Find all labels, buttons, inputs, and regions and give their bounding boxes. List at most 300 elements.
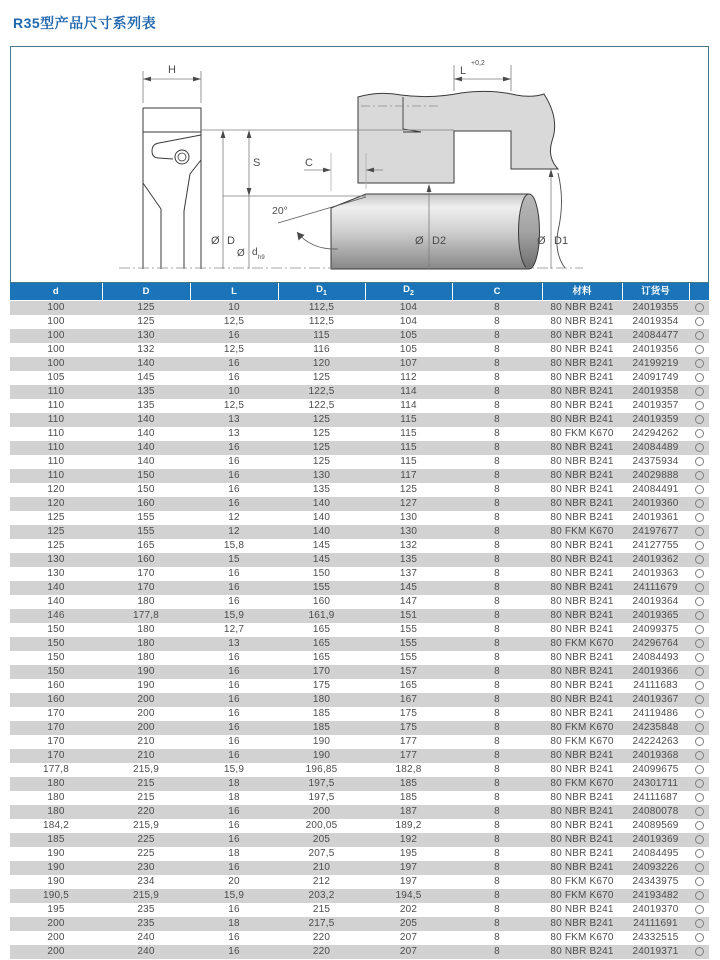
cell-D1: 140 (312, 511, 331, 523)
row-select-circle-icon[interactable] (695, 835, 704, 844)
shaft-section (331, 194, 540, 269)
cell-C: 8 (494, 399, 500, 411)
cell-d: 125 (47, 539, 65, 551)
row-select-circle-icon[interactable] (695, 919, 704, 928)
cell-D1: 207,5 (308, 847, 335, 859)
cell-select (689, 385, 709, 399)
dim-label-h: H (168, 64, 176, 76)
cell-D2: 112 (400, 371, 417, 383)
cell-material: 80 NBR B241 (550, 651, 614, 663)
cell-d: 105 (47, 371, 65, 383)
cell-L: 12,5 (223, 315, 245, 327)
cell-order-no: 24080078 (622, 805, 689, 819)
row-select-circle-icon[interactable] (695, 639, 704, 648)
row-select-circle-icon[interactable] (695, 303, 704, 312)
cell-D2: 125 (399, 483, 418, 495)
cell-select (689, 399, 709, 413)
cell-L: 16 (190, 581, 278, 595)
cell-L: 15,9 (190, 609, 278, 623)
cell-D2: 177 (365, 749, 452, 763)
cell-D2: 185 (365, 777, 452, 791)
technical-drawing-panel (10, 46, 709, 283)
column-header-D1: $D_1$ (278, 283, 365, 300)
cell-select (689, 623, 709, 637)
cell-order-no: 24301711 (622, 777, 689, 791)
cell-select (689, 721, 709, 735)
cell-D: 215,9 (132, 819, 160, 831)
column-header-d: d (10, 283, 102, 300)
row-select-circle-icon[interactable] (695, 317, 704, 326)
dimension-table (10, 283, 709, 959)
seal-profile (143, 108, 201, 269)
cell-C: 8 (452, 861, 542, 875)
table-row (10, 693, 709, 707)
cell-D2: 107 (365, 357, 452, 371)
row-select-circle-icon[interactable] (695, 751, 704, 760)
row-select-circle-icon[interactable] (695, 709, 704, 718)
cell-material: 80 NBR B241 (542, 357, 622, 371)
cell-select (689, 763, 709, 777)
cell-C: 8 (452, 357, 542, 371)
cell-L: 15,9 (190, 889, 278, 903)
cell-d: 150 (10, 637, 102, 651)
cell-order-no: 24084495 (632, 847, 679, 859)
cell-order-no: 24019365 (622, 609, 689, 623)
cell-L: 15 (190, 553, 278, 567)
table-row (10, 357, 709, 371)
cell-select (689, 511, 709, 525)
cell-order-no: 24375934 (632, 455, 679, 467)
cell-d: 200 (10, 917, 102, 931)
dim-label-dia-D: Ø D (211, 235, 235, 247)
cell-d: 100 (10, 329, 102, 343)
cell-select (689, 567, 709, 581)
cell-select (689, 455, 709, 469)
cell-order-no: 24019358 (622, 385, 689, 399)
cell-D: 200 (137, 707, 155, 719)
cell-order-no: 24111683 (633, 679, 678, 691)
cell-L: 16 (228, 483, 240, 495)
table-row (10, 315, 709, 329)
cell-C: 8 (494, 427, 500, 439)
row-select-circle-icon[interactable] (695, 569, 704, 578)
cell-D1: 210 (278, 861, 365, 875)
table-row (10, 651, 709, 665)
row-select-circle-icon[interactable] (695, 737, 704, 746)
row-select-circle-icon[interactable] (695, 331, 704, 340)
cell-material: 80 NBR B241 (550, 455, 614, 467)
row-select-circle-icon[interactable] (695, 527, 704, 536)
cell-L: 16 (190, 833, 278, 847)
cell-order-no: 24084493 (632, 651, 679, 663)
cell-material: 80 NBR B241 (542, 497, 622, 511)
cell-C: 8 (452, 497, 542, 511)
cell-order-no: 24332515 (632, 931, 679, 943)
cell-D1: 197,5 (278, 777, 365, 791)
cell-C: 8 (494, 623, 500, 635)
row-select-circle-icon[interactable] (695, 597, 704, 606)
cell-D: 125 (137, 315, 155, 327)
cell-order-no: 24084489 (622, 441, 689, 455)
cell-d: 110 (47, 455, 65, 467)
cell-C: 8 (494, 539, 500, 551)
cell-D2: 185 (399, 791, 418, 803)
cell-D1: 212 (312, 875, 331, 887)
row-select-circle-icon[interactable] (695, 415, 704, 424)
cell-D1: 125 (278, 441, 365, 455)
row-select-circle-icon[interactable] (695, 499, 704, 508)
row-select-circle-icon[interactable] (695, 513, 704, 522)
cell-D: 200 (102, 693, 190, 707)
cell-C: 8 (452, 721, 542, 735)
row-select-circle-icon[interactable] (695, 765, 704, 774)
cell-D2: 197 (365, 861, 452, 875)
cell-select (689, 315, 709, 329)
cell-select (689, 637, 709, 651)
table-row (10, 329, 709, 343)
row-select-circle-icon[interactable] (695, 947, 704, 956)
cell-select (689, 581, 709, 595)
row-select-circle-icon[interactable] (695, 387, 704, 396)
cell-D1: 115 (278, 329, 365, 343)
cell-C: 8 (494, 595, 500, 607)
cell-material: 80 NBR B241 (542, 749, 622, 763)
cell-C: 8 (494, 511, 500, 523)
cell-d: 170 (10, 749, 102, 763)
cell-D2: 132 (399, 539, 418, 551)
row-select-circle-icon[interactable] (695, 555, 704, 564)
row-select-circle-icon[interactable] (695, 541, 704, 550)
cell-order-no: 24029888 (622, 469, 689, 483)
table-row (10, 455, 709, 469)
cell-L: 13 (228, 427, 240, 439)
cell-D: 150 (102, 469, 190, 483)
cell-select (689, 343, 709, 357)
cell-D1: 125 (312, 427, 331, 439)
cell-d: 184,2 (42, 819, 70, 831)
cell-material: 80 NBR B241 (550, 903, 614, 915)
cell-D2: 207 (399, 931, 418, 943)
cell-D: 160 (102, 497, 190, 511)
cell-material: 80 NBR B241 (542, 413, 622, 427)
cell-select (689, 441, 709, 455)
cell-material: 80 FKM K670 (542, 721, 622, 735)
cell-L: 16 (190, 357, 278, 371)
cell-D2: 165 (399, 679, 418, 691)
cell-d: 146 (10, 609, 102, 623)
cell-C: 8 (452, 889, 542, 903)
cell-D1: 122,5 (308, 399, 335, 411)
cell-material: 80 FKM K670 (542, 525, 622, 539)
row-select-circle-icon[interactable] (695, 625, 704, 634)
cell-D: 160 (102, 553, 190, 567)
cell-D1: 140 (278, 525, 365, 539)
row-select-circle-icon[interactable] (695, 667, 704, 676)
cell-C: 8 (452, 385, 542, 399)
cell-select (689, 357, 709, 371)
cell-material: 80 NBR B241 (550, 707, 614, 719)
cell-D1: 165 (312, 623, 331, 635)
cell-d: 150 (47, 651, 65, 663)
cell-select (689, 665, 709, 679)
cell-material: 80 NBR B241 (550, 819, 614, 831)
cell-L: 16 (190, 945, 278, 959)
row-select-circle-icon[interactable] (695, 373, 704, 382)
table-row (10, 833, 709, 847)
cell-L: 16 (190, 749, 278, 763)
row-select-circle-icon[interactable] (695, 401, 704, 410)
table-row (10, 371, 709, 385)
cell-D2: 137 (399, 567, 418, 579)
cell-order-no: 24019371 (622, 945, 689, 959)
cell-order-no: 24019355 (622, 300, 689, 315)
table-row (10, 497, 709, 511)
row-select-circle-icon[interactable] (695, 695, 704, 704)
row-select-circle-icon[interactable] (695, 821, 704, 830)
table-row (10, 931, 709, 945)
column-header-order-no: 订货号 (622, 283, 689, 300)
cell-D: 130 (102, 329, 190, 343)
cell-material: 80 NBR B241 (542, 553, 622, 567)
table-row (10, 819, 709, 833)
cell-select (689, 651, 709, 665)
cell-d: 180 (10, 777, 102, 791)
cell-L: 12,5 (223, 399, 245, 411)
cell-order-no: 24019368 (622, 749, 689, 763)
table-row (10, 665, 709, 679)
cell-material: 80 FKM K670 (550, 735, 614, 747)
cell-select (689, 525, 709, 539)
cell-D2: 202 (399, 903, 418, 915)
cell-D1: 185 (312, 707, 331, 719)
row-select-circle-icon[interactable] (695, 457, 704, 466)
cell-D: 140 (102, 441, 190, 455)
cell-C: 8 (452, 917, 542, 931)
cell-C: 8 (452, 300, 542, 315)
row-select-circle-icon[interactable] (695, 653, 704, 662)
row-select-circle-icon[interactable] (695, 611, 704, 620)
cell-D1: 135 (312, 483, 331, 495)
cell-d: 140 (10, 581, 102, 595)
cell-D1: 150 (312, 567, 331, 579)
table-header (10, 283, 709, 300)
row-select-circle-icon[interactable] (695, 443, 704, 452)
cell-order-no: 24091749 (632, 371, 679, 383)
cell-D2: 157 (365, 665, 452, 679)
cell-select (689, 497, 709, 511)
cell-D: 240 (137, 931, 155, 943)
cell-D2: 182,8 (395, 763, 422, 775)
cell-L: 16 (190, 329, 278, 343)
cell-material: 80 NBR B241 (542, 833, 622, 847)
cell-D2: 175 (399, 707, 418, 719)
cell-material: 80 NBR B241 (542, 329, 622, 343)
cell-D1: 215 (312, 903, 331, 915)
cell-order-no: 24199219 (622, 357, 689, 371)
cell-D1: 125 (312, 371, 331, 383)
cell-d: 150 (47, 623, 65, 635)
row-select-circle-icon[interactable] (695, 485, 704, 494)
cell-D1: 130 (278, 469, 365, 483)
cell-D2: 105 (365, 329, 452, 343)
cell-D1: 185 (278, 721, 365, 735)
cell-d: 110 (10, 385, 102, 399)
row-select-circle-icon[interactable] (695, 933, 704, 942)
cell-L: 16 (190, 497, 278, 511)
row-select-circle-icon[interactable] (695, 779, 704, 788)
cell-C: 8 (452, 329, 542, 343)
cell-select (689, 609, 709, 623)
row-select-circle-icon[interactable] (695, 723, 704, 732)
cell-D1: 145 (312, 539, 331, 551)
cell-order-no: 24235848 (622, 721, 689, 735)
cell-order-no: 24111687 (633, 791, 678, 803)
row-select-circle-icon[interactable] (695, 345, 704, 354)
cell-D: 170 (102, 581, 190, 595)
row-select-circle-icon[interactable] (695, 583, 704, 592)
cell-D: 220 (102, 805, 190, 819)
cell-D: 210 (102, 749, 190, 763)
row-select-circle-icon[interactable] (695, 863, 704, 872)
cell-D2: 130 (399, 511, 418, 523)
column-header-C: C (452, 283, 542, 300)
row-select-circle-icon[interactable] (695, 905, 704, 914)
cell-select (689, 693, 709, 707)
cell-L: 13 (190, 413, 278, 427)
cell-D1: 200 (278, 805, 365, 819)
cell-d: 190,5 (10, 889, 102, 903)
cell-C: 8 (452, 553, 542, 567)
cell-C: 8 (452, 441, 542, 455)
cell-d: 160 (47, 679, 65, 691)
cell-D2: 130 (365, 525, 452, 539)
cell-D1: 116 (313, 343, 330, 355)
cell-D1: 220 (278, 945, 365, 959)
row-select-circle-icon[interactable] (695, 681, 704, 690)
cell-C: 8 (452, 665, 542, 679)
row-select-circle-icon[interactable] (695, 359, 704, 368)
cell-material: 80 NBR B241 (550, 679, 614, 691)
cell-D: 180 (137, 595, 155, 607)
cell-L: 16 (228, 679, 240, 691)
cell-C: 8 (452, 609, 542, 623)
cell-D2: 127 (365, 497, 452, 511)
cell-D: 177,8 (102, 609, 190, 623)
cell-order-no: 24019370 (632, 903, 679, 915)
cell-select (689, 889, 709, 903)
row-select-circle-icon[interactable] (695, 429, 704, 438)
cell-D: 180 (102, 637, 190, 651)
dim-label-s: S (253, 157, 261, 169)
row-select-circle-icon[interactable] (695, 471, 704, 480)
cell-select (689, 413, 709, 427)
row-select-circle-icon[interactable] (695, 849, 704, 858)
cell-L: 16 (228, 371, 240, 383)
cell-D2: 167 (365, 693, 452, 707)
cell-D: 215,9 (132, 763, 160, 775)
cell-d: 110 (47, 427, 65, 439)
cell-C: 8 (452, 413, 542, 427)
table-row (10, 917, 709, 931)
cell-D: 225 (102, 833, 190, 847)
cell-D2: 197 (399, 875, 418, 887)
cell-select (689, 847, 709, 861)
cell-L: 16 (228, 595, 240, 607)
cell-D: 145 (137, 371, 155, 383)
cell-L: 16 (190, 805, 278, 819)
cell-select (689, 777, 709, 791)
cell-D2: 151 (365, 609, 452, 623)
cell-D1: 145 (278, 553, 365, 567)
cell-d: 200 (47, 931, 65, 943)
cell-D2: 177 (399, 735, 418, 747)
cell-order-no: 24099375 (632, 623, 679, 635)
table-row (10, 609, 709, 623)
cell-d: 177,8 (42, 763, 70, 775)
cell-L: 12 (228, 511, 240, 523)
cell-order-no: 24084491 (632, 483, 679, 495)
cell-D1: 190 (278, 749, 365, 763)
cell-d: 110 (10, 441, 102, 455)
table-row (10, 903, 709, 917)
cell-D2: 105 (399, 343, 418, 355)
cell-d: 130 (10, 553, 102, 567)
cell-C: 8 (452, 945, 542, 959)
cell-select (689, 371, 709, 385)
cell-material: 80 NBR B241 (542, 385, 622, 399)
cell-select (689, 819, 709, 833)
cell-order-no: 24111691 (622, 917, 689, 931)
cell-order-no: 24019362 (622, 553, 689, 567)
table-row (10, 805, 709, 819)
cell-C: 8 (452, 749, 542, 763)
table-row (10, 707, 709, 721)
cell-material: 80 NBR B241 (550, 763, 614, 775)
cell-D1: 112,5 (278, 300, 365, 315)
column-header-L: L (190, 283, 278, 300)
table-row (10, 595, 709, 609)
cell-L: 16 (190, 469, 278, 483)
cell-d: 110 (10, 469, 102, 483)
row-select-circle-icon[interactable] (695, 877, 704, 886)
cell-L: 12 (190, 525, 278, 539)
cell-order-no: 24019363 (632, 567, 679, 579)
row-select-circle-icon[interactable] (695, 891, 704, 900)
cell-select (689, 427, 709, 441)
cell-order-no: 24294262 (632, 427, 679, 439)
cell-material: 80 NBR B241 (550, 595, 614, 607)
cell-order-no: 24099675 (632, 763, 679, 775)
table-row (10, 511, 709, 525)
table-row (10, 413, 709, 427)
cell-order-no: 24019360 (622, 497, 689, 511)
table-row (10, 889, 709, 903)
cell-D: 230 (102, 861, 190, 875)
cell-material: 80 NBR B241 (542, 609, 622, 623)
cell-order-no: 24224263 (632, 735, 679, 747)
cell-D2: 147 (399, 595, 418, 607)
cell-order-no: 24019369 (622, 833, 689, 847)
cell-D: 135 (102, 385, 190, 399)
cell-L: 20 (228, 875, 240, 887)
cell-select (689, 861, 709, 875)
row-select-circle-icon[interactable] (695, 807, 704, 816)
cell-D1: 122,5 (278, 385, 365, 399)
row-select-circle-icon[interactable] (695, 793, 704, 802)
cell-material: 80 NBR B241 (542, 300, 622, 315)
cell-L: 16 (228, 903, 240, 915)
cell-D2: 187 (365, 805, 452, 819)
